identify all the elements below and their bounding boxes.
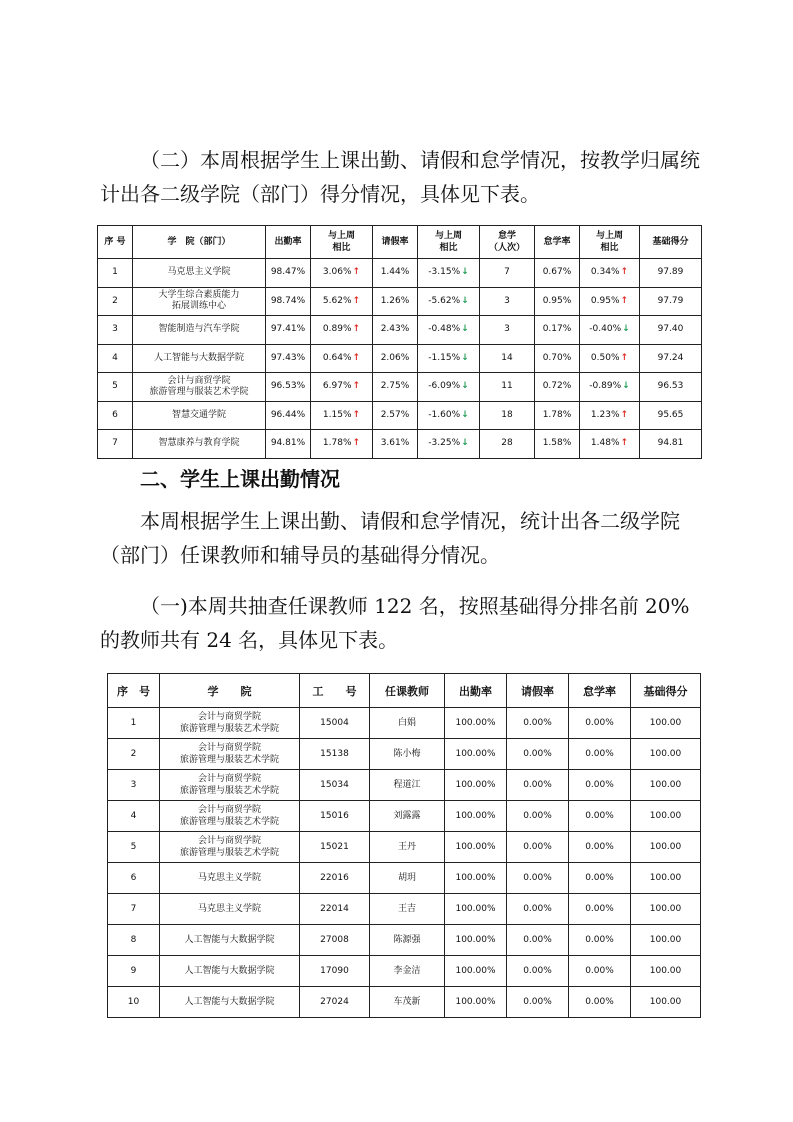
table-row [108,708,701,739]
row-teacher: 王丹 [370,832,445,863]
row-tr-change [580,287,640,316]
row-attendance: 100.00% [445,801,507,832]
row-no: 2 [108,739,160,770]
table-row [108,801,701,832]
row-college [160,770,300,801]
row-leave: 2.06% [373,344,418,373]
table-row [98,287,702,316]
table-row [108,770,701,801]
row-college [160,956,300,987]
row-leave: 0.00% [507,863,569,894]
header-attendance: 出勤率 [266,226,311,259]
row-no: 4 [108,801,160,832]
row-score: 94.81 [640,430,702,459]
row-id: 27008 [300,925,370,956]
row-leave-change [418,344,480,373]
row-college [160,894,300,925]
row-attendance: 100.00% [445,894,507,925]
row-teacher: 胡玥 [370,863,445,894]
row-score: 100.00 [631,987,701,1018]
row-teacher: 白娟 [370,708,445,739]
row-truancy: 0.00% [569,801,631,832]
row-attendance: 98.74% [266,287,311,316]
row-college [160,987,300,1018]
row-score: 97.89 [640,259,702,288]
row-truancy: 0.00% [569,832,631,863]
change-value: 3.06% [322,267,352,278]
header-attendance: 出勤率 [445,674,507,708]
change-value: -6.09% [428,381,461,392]
row-truancy: 0.00% [569,925,631,956]
row-college [160,863,300,894]
row-leave: 2.43% [373,316,418,345]
change-value: -5.62% [428,295,461,306]
row-leave: 0.00% [507,801,569,832]
row-truancy-rate: 1.58% [535,430,580,459]
row-no: 7 [98,430,133,459]
row-attendance: 96.44% [266,401,311,430]
table-row [98,430,702,459]
table-row [98,401,702,430]
arrow-up-icon: ↑ [352,324,361,335]
change-value: -1.15% [428,352,461,363]
table-row [108,956,701,987]
row-leave-change [418,430,480,459]
college-line: 马克思主义学院 [197,873,261,883]
row-teacher: 王吉 [370,894,445,925]
row-leave-change [418,316,480,345]
row-truancy-count: 3 [480,316,535,345]
college-line: 会计与商贸学院 [197,712,261,722]
college-line: 人工智能与大数据学院 [184,935,275,945]
row-score: 100.00 [631,863,701,894]
row-att-change [311,259,373,288]
college-line: 人工智能与大数据学院 [184,997,275,1007]
header-college: 学 院（部门） [133,226,266,259]
row-truancy: 0.00% [569,894,631,925]
row-truancy-rate: 0.70% [535,344,580,373]
college-line: 马克思主义学院 [197,904,261,914]
arrow-down-icon: ↓ [461,267,469,278]
college-line: 智慧交通学院 [171,409,226,420]
row-att-change [311,344,373,373]
row-leave: 0.00% [507,925,569,956]
row-id: 22014 [300,894,370,925]
row-truancy-rate: 0.17% [535,316,580,345]
row-college [133,316,266,345]
row-tr-change [580,401,640,430]
row-no: 6 [98,401,133,430]
arrow-up-icon: ↑ [620,352,629,363]
college-line: 人工智能与大数据学院 [184,966,275,976]
row-score: 100.00 [631,708,701,739]
table-row [98,259,702,288]
row-attendance: 100.00% [445,708,507,739]
change-value: 1.23% [590,409,620,420]
header-truancy-count: 怠学 （人次） [480,226,535,259]
row-leave: 0.00% [507,894,569,925]
table-row [108,739,701,770]
arrow-down-icon: ↓ [461,324,469,335]
arrow-up-icon: ↑ [620,295,629,306]
row-score: 97.79 [640,287,702,316]
header-leave: 请假率 [373,226,418,259]
row-college [160,708,300,739]
college-line: 会计与商贸学院 [197,774,261,784]
row-teacher: 陈源强 [370,925,445,956]
college-line: 人工智能与大数据学院 [153,352,244,363]
row-attendance: 100.00% [445,832,507,863]
row-score: 100.00 [631,739,701,770]
table-row [108,894,701,925]
table-header-row [108,674,701,708]
arrow-down-icon: ↓ [461,295,469,306]
row-attendance: 98.47% [266,259,311,288]
arrow-up-icon: ↑ [352,438,361,449]
college-line: 马克思主义学院 [167,267,231,278]
row-attendance: 100.00% [445,987,507,1018]
table-row [98,316,702,345]
row-tr-change [580,373,640,402]
row-attendance: 100.00% [445,925,507,956]
row-score: 97.40 [640,316,702,345]
college-line: 会计与商贸学院 [197,836,261,846]
change-value: -0.40% [589,324,622,335]
row-tr-change [580,344,640,373]
row-id: 15016 [300,801,370,832]
college-line: 会计与商贸学院 [197,743,261,753]
arrow-down-icon: ↓ [622,324,630,335]
row-leave: 3.61% [373,430,418,459]
row-attendance: 97.41% [266,316,311,345]
table-header-row [98,226,702,259]
change-value: 1.48% [590,438,620,449]
row-no: 2 [98,287,133,316]
row-score: 97.24 [640,344,702,373]
table-row [108,987,701,1018]
row-truancy: 0.00% [569,708,631,739]
change-value: -3.15% [428,267,461,278]
header-score: 基础得分 [640,226,702,259]
row-truancy: 0.00% [569,863,631,894]
section2-paragraph1: 本周根据学生上课出勤、请假和怠学情况，统计出各二级学院（部门）任课教师和辅导员的基础得分情况。 [100,509,680,567]
header-score: 基础得分 [631,674,701,708]
row-score: 96.53 [640,373,702,402]
row-truancy-rate: 0.67% [535,259,580,288]
row-score: 100.00 [631,801,701,832]
college-line: 会计与商贸学院 [197,805,261,815]
college-line: 旅游管理与服装艺术学院 [179,848,279,858]
row-college [133,401,266,430]
college-line: 旅游管理与服装艺术学院 [179,724,279,734]
section2-paragraph2: （一)本周共抽查任课教师 122 名，按照基础得分排名前 20%的教师共有 24 名，具体见下表。 [100,594,690,652]
arrow-up-icon: ↑ [620,438,629,449]
row-college [133,287,266,316]
row-teacher: 程道江 [370,770,445,801]
row-id: 15138 [300,739,370,770]
college-line: 旅游管理与服装艺术学院 [179,817,279,827]
header-teacher: 任课教师 [370,674,445,708]
row-no: 1 [98,259,133,288]
row-att-change [311,287,373,316]
row-college [160,925,300,956]
header-att-change: 与上周 相比 [311,226,373,259]
row-score: 95.65 [640,401,702,430]
row-leave: 0.00% [507,987,569,1018]
arrow-up-icon: ↑ [620,267,629,278]
row-truancy-rate: 0.95% [535,287,580,316]
row-att-change [311,430,373,459]
row-leave: 2.75% [373,373,418,402]
table-row [108,925,701,956]
header-truancy-rate: 怠学率 [535,226,580,259]
college-score-table [97,225,702,459]
header-no: 序 号 [108,674,160,708]
change-value: 0.89% [322,324,352,335]
row-college [133,259,266,288]
arrow-up-icon: ↑ [352,352,361,363]
row-score: 100.00 [631,832,701,863]
table-row [98,373,702,402]
header-no: 序 号 [98,226,133,259]
row-no: 8 [108,925,160,956]
row-no: 6 [108,863,160,894]
college-line: 旅游管理与服装艺术学院 [179,786,279,796]
arrow-down-icon: ↓ [461,438,469,449]
arrow-up-icon: ↑ [352,409,361,420]
row-college [160,832,300,863]
row-id: 15034 [300,770,370,801]
row-attendance: 94.81% [266,430,311,459]
row-college [133,373,266,402]
college-line: 会计与商贸学院 [167,375,231,386]
row-teacher: 刘露露 [370,801,445,832]
row-no: 5 [98,373,133,402]
arrow-down-icon: ↓ [461,381,469,392]
row-no: 4 [98,344,133,373]
header-id: 工 号 [300,674,370,708]
row-attendance: 97.43% [266,344,311,373]
row-id: 15021 [300,832,370,863]
change-value: 1.15% [322,409,352,420]
change-value: 1.78% [322,438,352,449]
row-attendance: 100.00% [445,956,507,987]
row-truancy-rate: 0.72% [535,373,580,402]
row-att-change [311,401,373,430]
change-value: 0.34% [590,267,620,278]
header-college: 学 院 [160,674,300,708]
change-value: -3.25% [428,438,461,449]
row-truancy: 0.00% [569,739,631,770]
college-line: 智慧康养与教育学院 [158,438,240,449]
row-college [160,801,300,832]
row-truancy: 0.00% [569,987,631,1018]
row-leave: 0.00% [507,956,569,987]
row-college [133,344,266,373]
change-value: 0.64% [322,352,352,363]
row-truancy-count: 3 [480,287,535,316]
row-college [160,739,300,770]
change-value: 0.95% [590,295,620,306]
row-id: 27024 [300,987,370,1018]
arrow-down-icon: ↓ [461,409,469,420]
row-attendance: 96.53% [266,373,311,402]
arrow-down-icon: ↓ [622,381,630,392]
row-score: 100.00 [631,956,701,987]
row-no: 9 [108,956,160,987]
row-teacher: 车茂新 [370,987,445,1018]
college-line: 智能制造与汽车学院 [158,324,240,335]
college-line: 旅游管理与服装艺术学院 [149,386,249,397]
arrow-up-icon: ↑ [352,295,361,306]
row-tr-change [580,430,640,459]
row-tr-change [580,316,640,345]
change-value: 6.97% [322,381,352,392]
header-leave-change: 与上周 相比 [418,226,480,259]
row-truancy-count: 28 [480,430,535,459]
row-truancy-count: 7 [480,259,535,288]
row-truancy: 0.00% [569,956,631,987]
row-id: 17090 [300,956,370,987]
row-no: 3 [108,770,160,801]
row-score: 100.00 [631,770,701,801]
row-attendance: 100.00% [445,863,507,894]
header-truancy: 怠学率 [569,674,631,708]
arrow-up-icon: ↑ [352,267,361,278]
row-college [133,430,266,459]
row-truancy: 0.00% [569,770,631,801]
change-value: 5.62% [322,295,352,306]
college-line: 拓展训练中心 [171,301,226,312]
row-leave: 0.00% [507,832,569,863]
row-attendance: 100.00% [445,770,507,801]
row-leave: 1.44% [373,259,418,288]
row-leave-change [418,401,480,430]
row-no: 7 [108,894,160,925]
row-leave: 0.00% [507,739,569,770]
change-value: -0.89% [589,381,622,392]
table-row [98,344,702,373]
row-att-change [311,316,373,345]
row-truancy-count: 18 [480,401,535,430]
section1-paragraph: （二）本周根据学生上课出勤、请假和怠学情况，按教学归属统计出各二级学院（部门）得分情况，具体见下表。 [100,148,700,206]
row-leave: 2.57% [373,401,418,430]
change-value: -1.60% [428,409,461,420]
row-id: 15004 [300,708,370,739]
header-leave: 请假率 [507,674,569,708]
college-line: 大学生综合素质能力 [158,290,240,301]
row-teacher: 李金洁 [370,956,445,987]
change-value: 0.50% [590,352,620,363]
row-no: 3 [98,316,133,345]
row-id: 22016 [300,863,370,894]
arrow-up-icon: ↑ [620,409,629,420]
row-leave-change [418,373,480,402]
change-value: -0.48% [428,324,461,335]
arrow-down-icon: ↓ [461,352,469,363]
row-leave: 0.00% [507,708,569,739]
section2-heading: 二、学生上课出勤情况 [140,467,340,491]
row-leave: 1.26% [373,287,418,316]
table-row [108,832,701,863]
row-truancy-count: 11 [480,373,535,402]
teacher-score-table [107,673,701,1018]
arrow-up-icon: ↑ [352,381,361,392]
table-row [108,863,701,894]
row-no: 5 [108,832,160,863]
row-no: 1 [108,708,160,739]
row-leave-change [418,259,480,288]
row-truancy-count: 14 [480,344,535,373]
row-teacher: 陈小梅 [370,739,445,770]
college-line: 旅游管理与服装艺术学院 [179,755,279,765]
row-score: 100.00 [631,925,701,956]
row-attendance: 100.00% [445,739,507,770]
header-tr-change: 与上周 相比 [580,226,640,259]
row-truancy-rate: 1.78% [535,401,580,430]
row-tr-change [580,259,640,288]
row-att-change [311,373,373,402]
row-score: 100.00 [631,894,701,925]
row-leave: 0.00% [507,770,569,801]
row-no: 10 [108,987,160,1018]
row-leave-change [418,287,480,316]
